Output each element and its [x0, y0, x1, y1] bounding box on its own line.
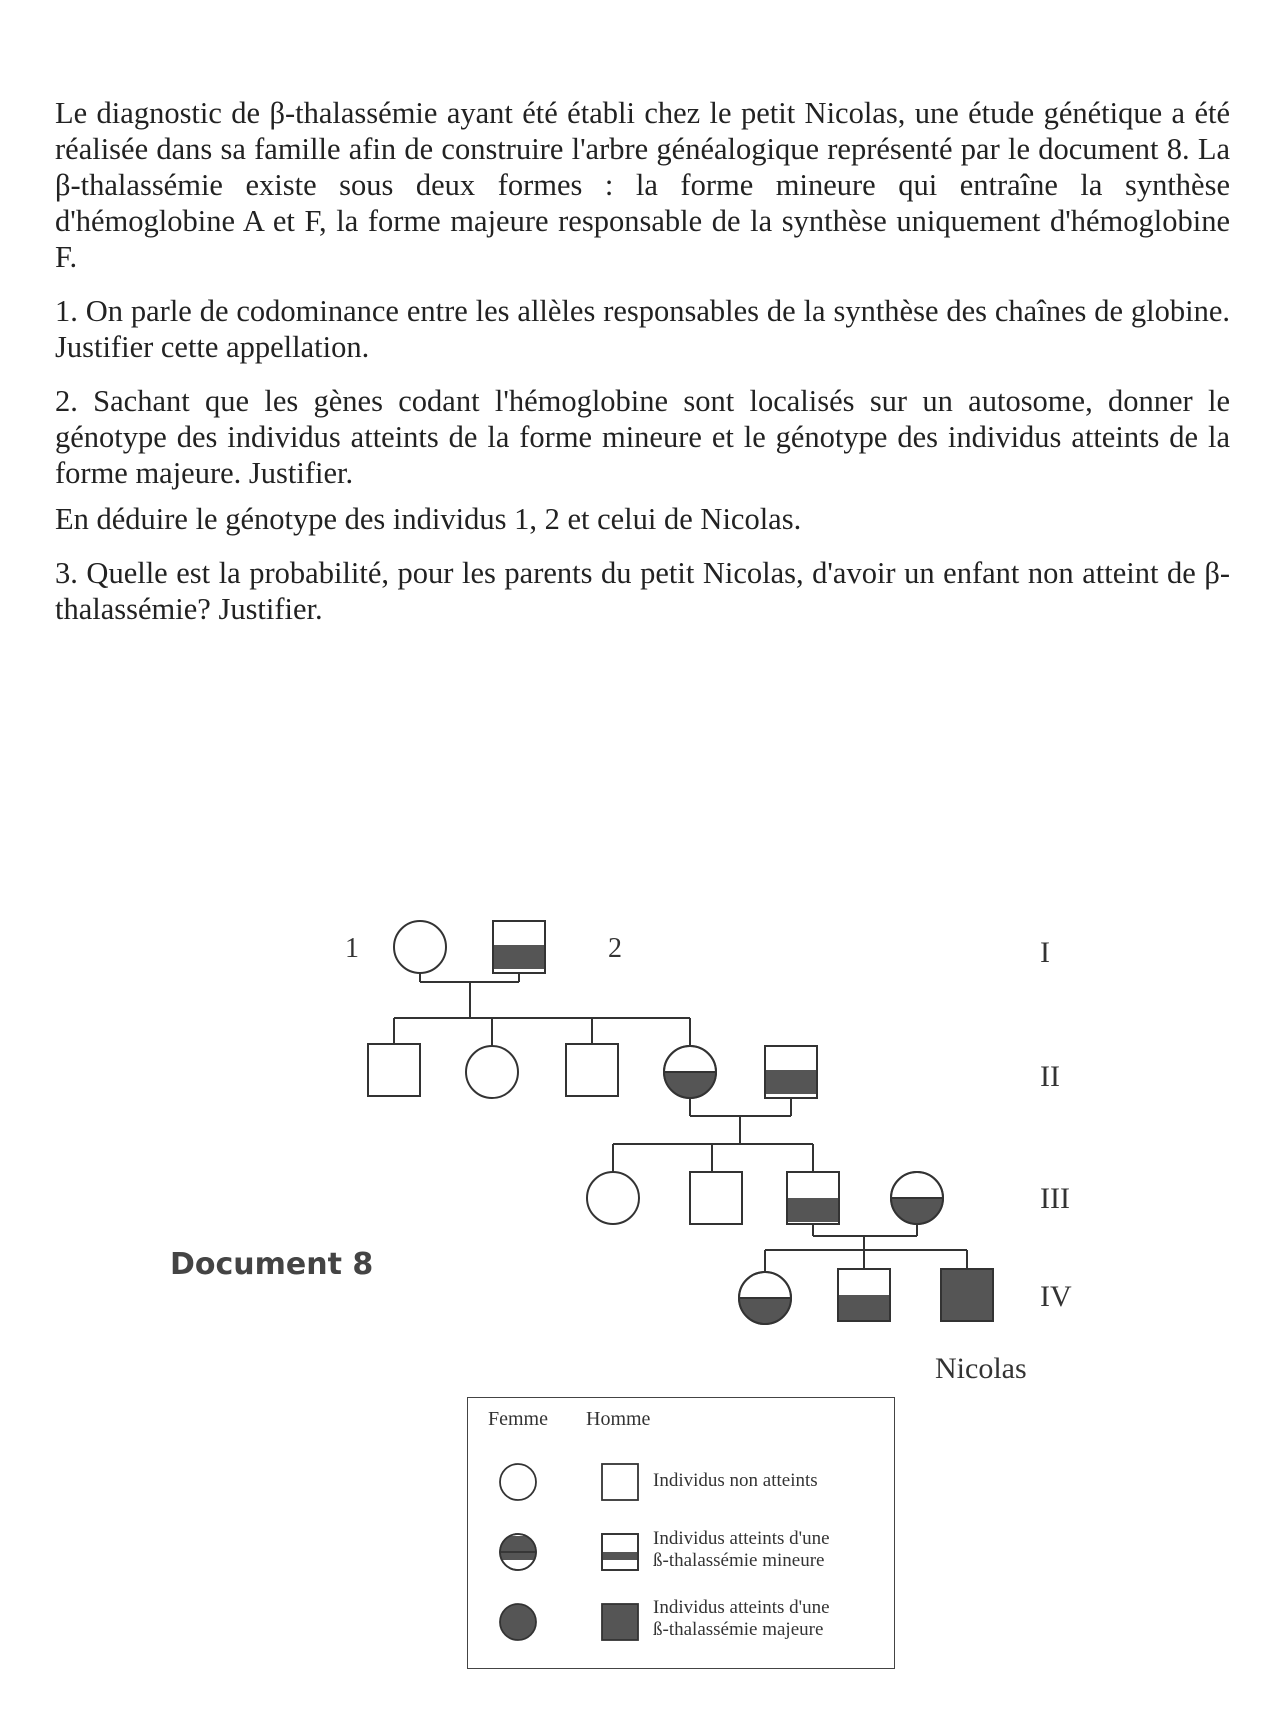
individual-III-2 [690, 1172, 742, 1224]
legend-major-label-line1: Individus atteints d'une [653, 1597, 830, 1618]
legend-female-major [500, 1604, 536, 1640]
legend [467, 1397, 895, 1669]
individual-III-1 [587, 1172, 639, 1224]
question-3: 3. Quelle est la probabilité, pour les parents du petit Nicolas, d'avoir un enfant non atteint de β-thalassémie? Justifier. [55, 556, 1230, 626]
legend-female-header: Femme [488, 1408, 548, 1430]
legend-male-major [602, 1604, 638, 1640]
question-1: 1. On parle de codominance entre les allèles responsables de la synthèse des chaînes de globine. Justifier cette appellation. [55, 294, 1230, 364]
legend-unaffected-label: Individus non atteints [653, 1470, 818, 1491]
legend-female-unaffected [500, 1464, 536, 1500]
individual-IV-3-nicolas [941, 1269, 993, 1321]
legend-minor-label-line1: Individus atteints d'une [653, 1528, 830, 1549]
nicolas-label: Nicolas [935, 1352, 1027, 1385]
question-2: 2. Sachant que les gènes codant l'hémoglobine sont localisés sur un autosome, donner le génotype des individus atteints de la forme mineure et le génotype des individus atteints de la forme majeure. Justifier. [55, 384, 1230, 490]
individual-II-2 [466, 1046, 518, 1098]
label-individual-2: 2 [608, 933, 622, 964]
generation-II: II [1040, 1060, 1060, 1093]
document-title: Document 8 [170, 1247, 374, 1282]
individual-II-1 [368, 1044, 420, 1096]
question-2-followup: En déduire le génotype des individus 1, 2 et celui de Nicolas. [55, 502, 802, 536]
generation-III: III [1040, 1182, 1070, 1215]
intro-paragraph: Le diagnostic de β-thalassémie ayant été établi chez le petit Nicolas, une étude génétique a été réalisée dans sa famille afin de construire l'arbre généalogique représenté par le document 8. La β-thalassémie existe sous deux formes : la forme mineure qui entraîne la synthèse d'hémoglobine A et F, la forme majeure responsable de la synthèse uniquement d'hémoglobine F. [55, 96, 1230, 274]
legend-major-label-line2: ß-thalassémie majeure [653, 1619, 824, 1640]
generation-IV: IV [1040, 1280, 1072, 1313]
legend-male-header: Homme [586, 1408, 651, 1430]
legend-male-unaffected [602, 1464, 638, 1500]
individual-II-3 [566, 1044, 618, 1096]
legend-minor-label-line2: ß-thalassémie mineure [653, 1550, 825, 1571]
individual-I-1 [394, 921, 446, 973]
generation-I: I [1040, 936, 1050, 969]
label-individual-1: 1 [345, 933, 359, 964]
